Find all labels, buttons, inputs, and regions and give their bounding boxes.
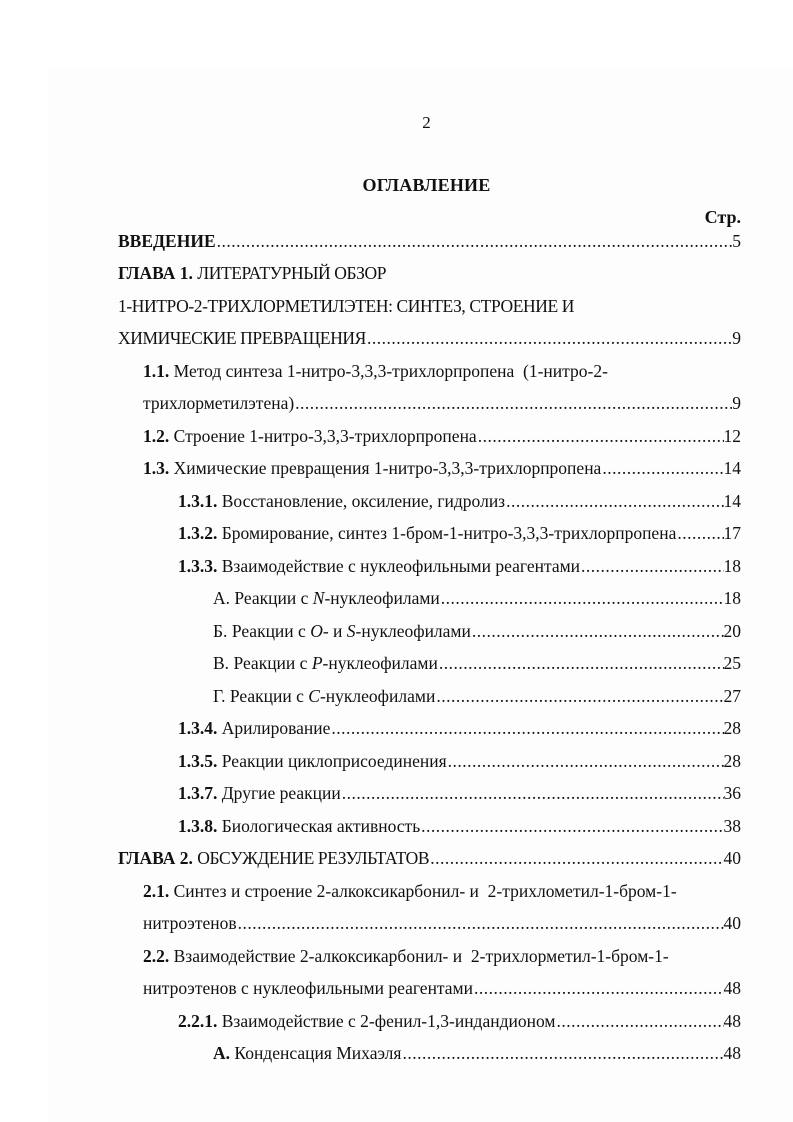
toc-entry-number: 1.2.: [143, 425, 170, 446]
toc-entry-page: 40: [723, 913, 741, 933]
toc-entry-title: Синтез и строение 2-алкоксикарбонил- и 2-трихлометил-1-бром-1-: [173, 880, 677, 901]
toc-entry-1-2[interactable]: [143, 421, 741, 451]
dot-leader: [601, 453, 723, 483]
toc-entry-title: Взаимодействие с 2-фенил-1,3-индандионом: [221, 1010, 556, 1031]
toc-entry-number: 1.3.4.: [178, 718, 218, 738]
toc-entry-1-3-3-v[interactable]: [213, 648, 741, 678]
toc-entry-number: 1.3.: [143, 458, 170, 478]
toc-entry-number: 2.2.1.: [178, 1010, 218, 1031]
toc-entry-number: Б.: [213, 620, 228, 641]
dot-leader: [420, 811, 723, 841]
dot-leader: [440, 583, 724, 613]
toc-entry-title-suffix: -нуклеофилами: [319, 685, 436, 706]
toc-entry-page: 48: [723, 1043, 741, 1063]
toc-entry-page: 14: [723, 458, 741, 478]
toc-entry-number: ГЛАВА 1.: [118, 263, 193, 283]
toc-entry-number: 1.3.2.: [178, 523, 218, 543]
dot-leader: [435, 681, 723, 711]
dot-leader: [473, 973, 724, 1003]
page-number: 2: [422, 113, 431, 132]
toc-entry-page: 28: [723, 750, 741, 771]
toc-entry-title: Взаимодействие с нуклеофильными реагентами: [221, 555, 581, 576]
toc-entry-1-1[interactable]: [143, 356, 741, 386]
toc-entry-2-2-1[interactable]: [178, 1006, 741, 1036]
toc-entry-number: В.: [213, 653, 230, 673]
toc-entry-title: Метод синтеза 1-нитро-3,3,3-трихлорпропена (1-нитро-2-: [173, 360, 608, 381]
toc-entry-page: 5: [732, 231, 741, 251]
toc-entry-introduction[interactable]: [118, 226, 741, 256]
toc-entry-title-middle: - и: [322, 620, 347, 641]
toc-entry-title: Взаимодействие 2-алкоксикарбонил- и 2-трихлорметил-1-бром-1-: [173, 945, 669, 966]
page-column-label: Стр.: [704, 207, 741, 227]
toc-entry-title: Арилирование: [221, 718, 331, 738]
toc-entry-2-1[interactable]: [143, 876, 741, 906]
toc-entry-1-3-1[interactable]: [178, 486, 741, 516]
toc-entry-2-2-line-2[interactable]: [143, 973, 741, 1003]
dot-leader: [447, 746, 724, 776]
nucleophile-symbol: O: [310, 620, 323, 641]
toc-entry-chapter-2[interactable]: [118, 843, 741, 873]
toc-entry-chapter-1-line-3[interactable]: [118, 323, 741, 353]
toc-entry-page: 36: [723, 783, 741, 803]
toc-entry-title: Реакции с: [231, 620, 311, 641]
toc-entry-number: А.: [213, 1043, 231, 1063]
toc-entry-title: ХИМИЧЕСКИЕ ПРЕВРАЩЕНИЯ: [118, 328, 366, 348]
toc-entry-title: Конденсация Михаэля: [234, 1043, 402, 1063]
dot-leader: [471, 616, 724, 646]
toc-entry-title: трихлорметилэтена): [143, 393, 295, 413]
dot-leader: [330, 713, 723, 743]
dot-leader: [401, 1038, 723, 1068]
toc-entry-title: Химические превращения 1-нитро-3,3,3-трихлорпропена: [173, 458, 602, 478]
dot-leader: [477, 421, 724, 451]
toc-entry-title: ОБСУЖДЕНИЕ РЕЗУЛЬТАТОВ: [197, 848, 430, 868]
toc-entry-1-3-4[interactable]: [178, 713, 741, 743]
toc-entry-title-suffix: -нуклеофилами: [324, 588, 440, 608]
toc-entry-number: 1.3.8.: [178, 815, 218, 836]
toc-entry-number: 1.1.: [143, 360, 170, 381]
toc-entry-page: 18: [723, 555, 741, 576]
toc-entry-2-1-line-2[interactable]: [143, 908, 741, 938]
toc-entry-title-suffix: -нуклеофилами: [355, 620, 471, 641]
toc-entry-chapter-1-line-2[interactable]: [118, 291, 741, 321]
toc-entry-page: 9: [732, 328, 741, 348]
toc-entry-number: 1.3.7.: [178, 783, 218, 803]
dot-leader: [294, 388, 732, 418]
toc-entry-1-3-3-b[interactable]: [213, 616, 741, 646]
toc-entry-page: 18: [723, 588, 741, 608]
toc-entry-1-3-7[interactable]: [178, 778, 741, 808]
toc-entry-number: 1.3.3.: [178, 555, 218, 576]
dot-leader: [676, 518, 723, 548]
dot-leader: [429, 843, 723, 873]
dot-leader: [438, 648, 724, 678]
toc-entry-title: Восстановление, оксиление, гидролиз: [221, 490, 506, 511]
toc-entry-page: 12: [723, 425, 741, 446]
toc-entry-title: Реакции с: [234, 588, 313, 608]
dot-leader: [216, 226, 733, 256]
dot-leader: [580, 551, 723, 581]
toc-entry-number: 1.3.1.: [178, 490, 218, 511]
toc-entry-1-3-3-a[interactable]: [213, 583, 741, 613]
nucleophile-symbol: C: [308, 685, 320, 706]
toc-entry-2-2-1-a[interactable]: [213, 1038, 741, 1068]
dot-leader: [555, 1006, 723, 1036]
toc-entry-number: 2.1.: [143, 880, 170, 901]
toc-entry-1-3-2[interactable]: [178, 518, 741, 548]
toc-entry-page: 27: [723, 685, 741, 706]
toc-entry-page: 25: [723, 653, 741, 673]
toc-entry-page: 48: [723, 978, 741, 998]
toc-entry-number: 1.3.5.: [178, 750, 218, 771]
toc-entry-title: Биологическая активность: [221, 815, 421, 836]
nucleophile-symbol: N: [312, 588, 325, 608]
toc-entry-page: 38: [723, 815, 741, 836]
toc-title: ОГЛАВЛЕНИЕ: [362, 175, 491, 195]
toc-entry-title: Бромирование, синтез 1-бром-1-нитро-3,3,3-трихлорпропена: [221, 523, 677, 543]
toc-entry-page: 17: [723, 523, 741, 543]
toc-entry-1-3-3-g[interactable]: [213, 681, 741, 711]
toc-entry-page: 14: [723, 490, 741, 511]
toc-entry-number: А.: [213, 588, 231, 608]
toc-entry-title: Строение 1-нитро-3,3,3-трихлорпропена: [173, 425, 477, 446]
nucleophile-symbol: S: [346, 620, 356, 641]
toc-entry-title: 1-НИТРО-2-ТРИХЛОРМЕТИЛЭТЕН: СИНТЕЗ, СТРОЕНИЕ И: [118, 295, 574, 316]
toc-entry-1-3[interactable]: [143, 453, 741, 483]
toc-entry-page: 28: [723, 718, 741, 738]
toc-entry-1-1-line-2[interactable]: [143, 388, 741, 418]
toc-entry-title: Реакции с: [229, 685, 309, 706]
dot-leader: [505, 486, 723, 516]
toc-entry-page: 20: [723, 620, 741, 641]
toc-entry-1-3-5[interactable]: [178, 746, 741, 776]
dot-leader: [341, 778, 724, 808]
toc-entry-number: Г.: [213, 685, 226, 706]
toc-entry-1-3-8[interactable]: [178, 811, 741, 841]
toc-entry-2-2[interactable]: [143, 941, 741, 971]
dot-leader: [366, 323, 732, 353]
toc-entry-title: Реакции циклоприсоединения: [221, 750, 447, 771]
toc-entry-1-3-3[interactable]: [178, 551, 741, 581]
toc-entry-title: ЛИТЕРАТУРНЫЙ ОБЗОР: [197, 263, 387, 283]
toc-entry-page: 40: [723, 848, 741, 868]
toc-entry-title-suffix: -нуклеофилами: [322, 653, 438, 673]
toc-entry-title: Реакции с: [233, 653, 312, 673]
toc-entry-number: ГЛАВА 2.: [118, 848, 193, 868]
toc-entry-page: 9: [732, 393, 741, 413]
toc-entry-chapter-1[interactable]: [118, 258, 741, 288]
dot-leader: [237, 908, 724, 938]
nucleophile-symbol: P: [311, 653, 323, 673]
toc-entry-page: 48: [723, 1010, 741, 1031]
toc-entry-number: 2.2.: [143, 945, 170, 966]
toc-entry-title: нитроэтенов: [143, 913, 237, 933]
toc-entry-title: нитроэтенов с нуклеофильными реагентами: [143, 978, 473, 998]
toc-entry-title: ВВЕДЕНИЕ: [118, 231, 216, 251]
toc-entry-title: Другие реакции: [221, 783, 341, 803]
